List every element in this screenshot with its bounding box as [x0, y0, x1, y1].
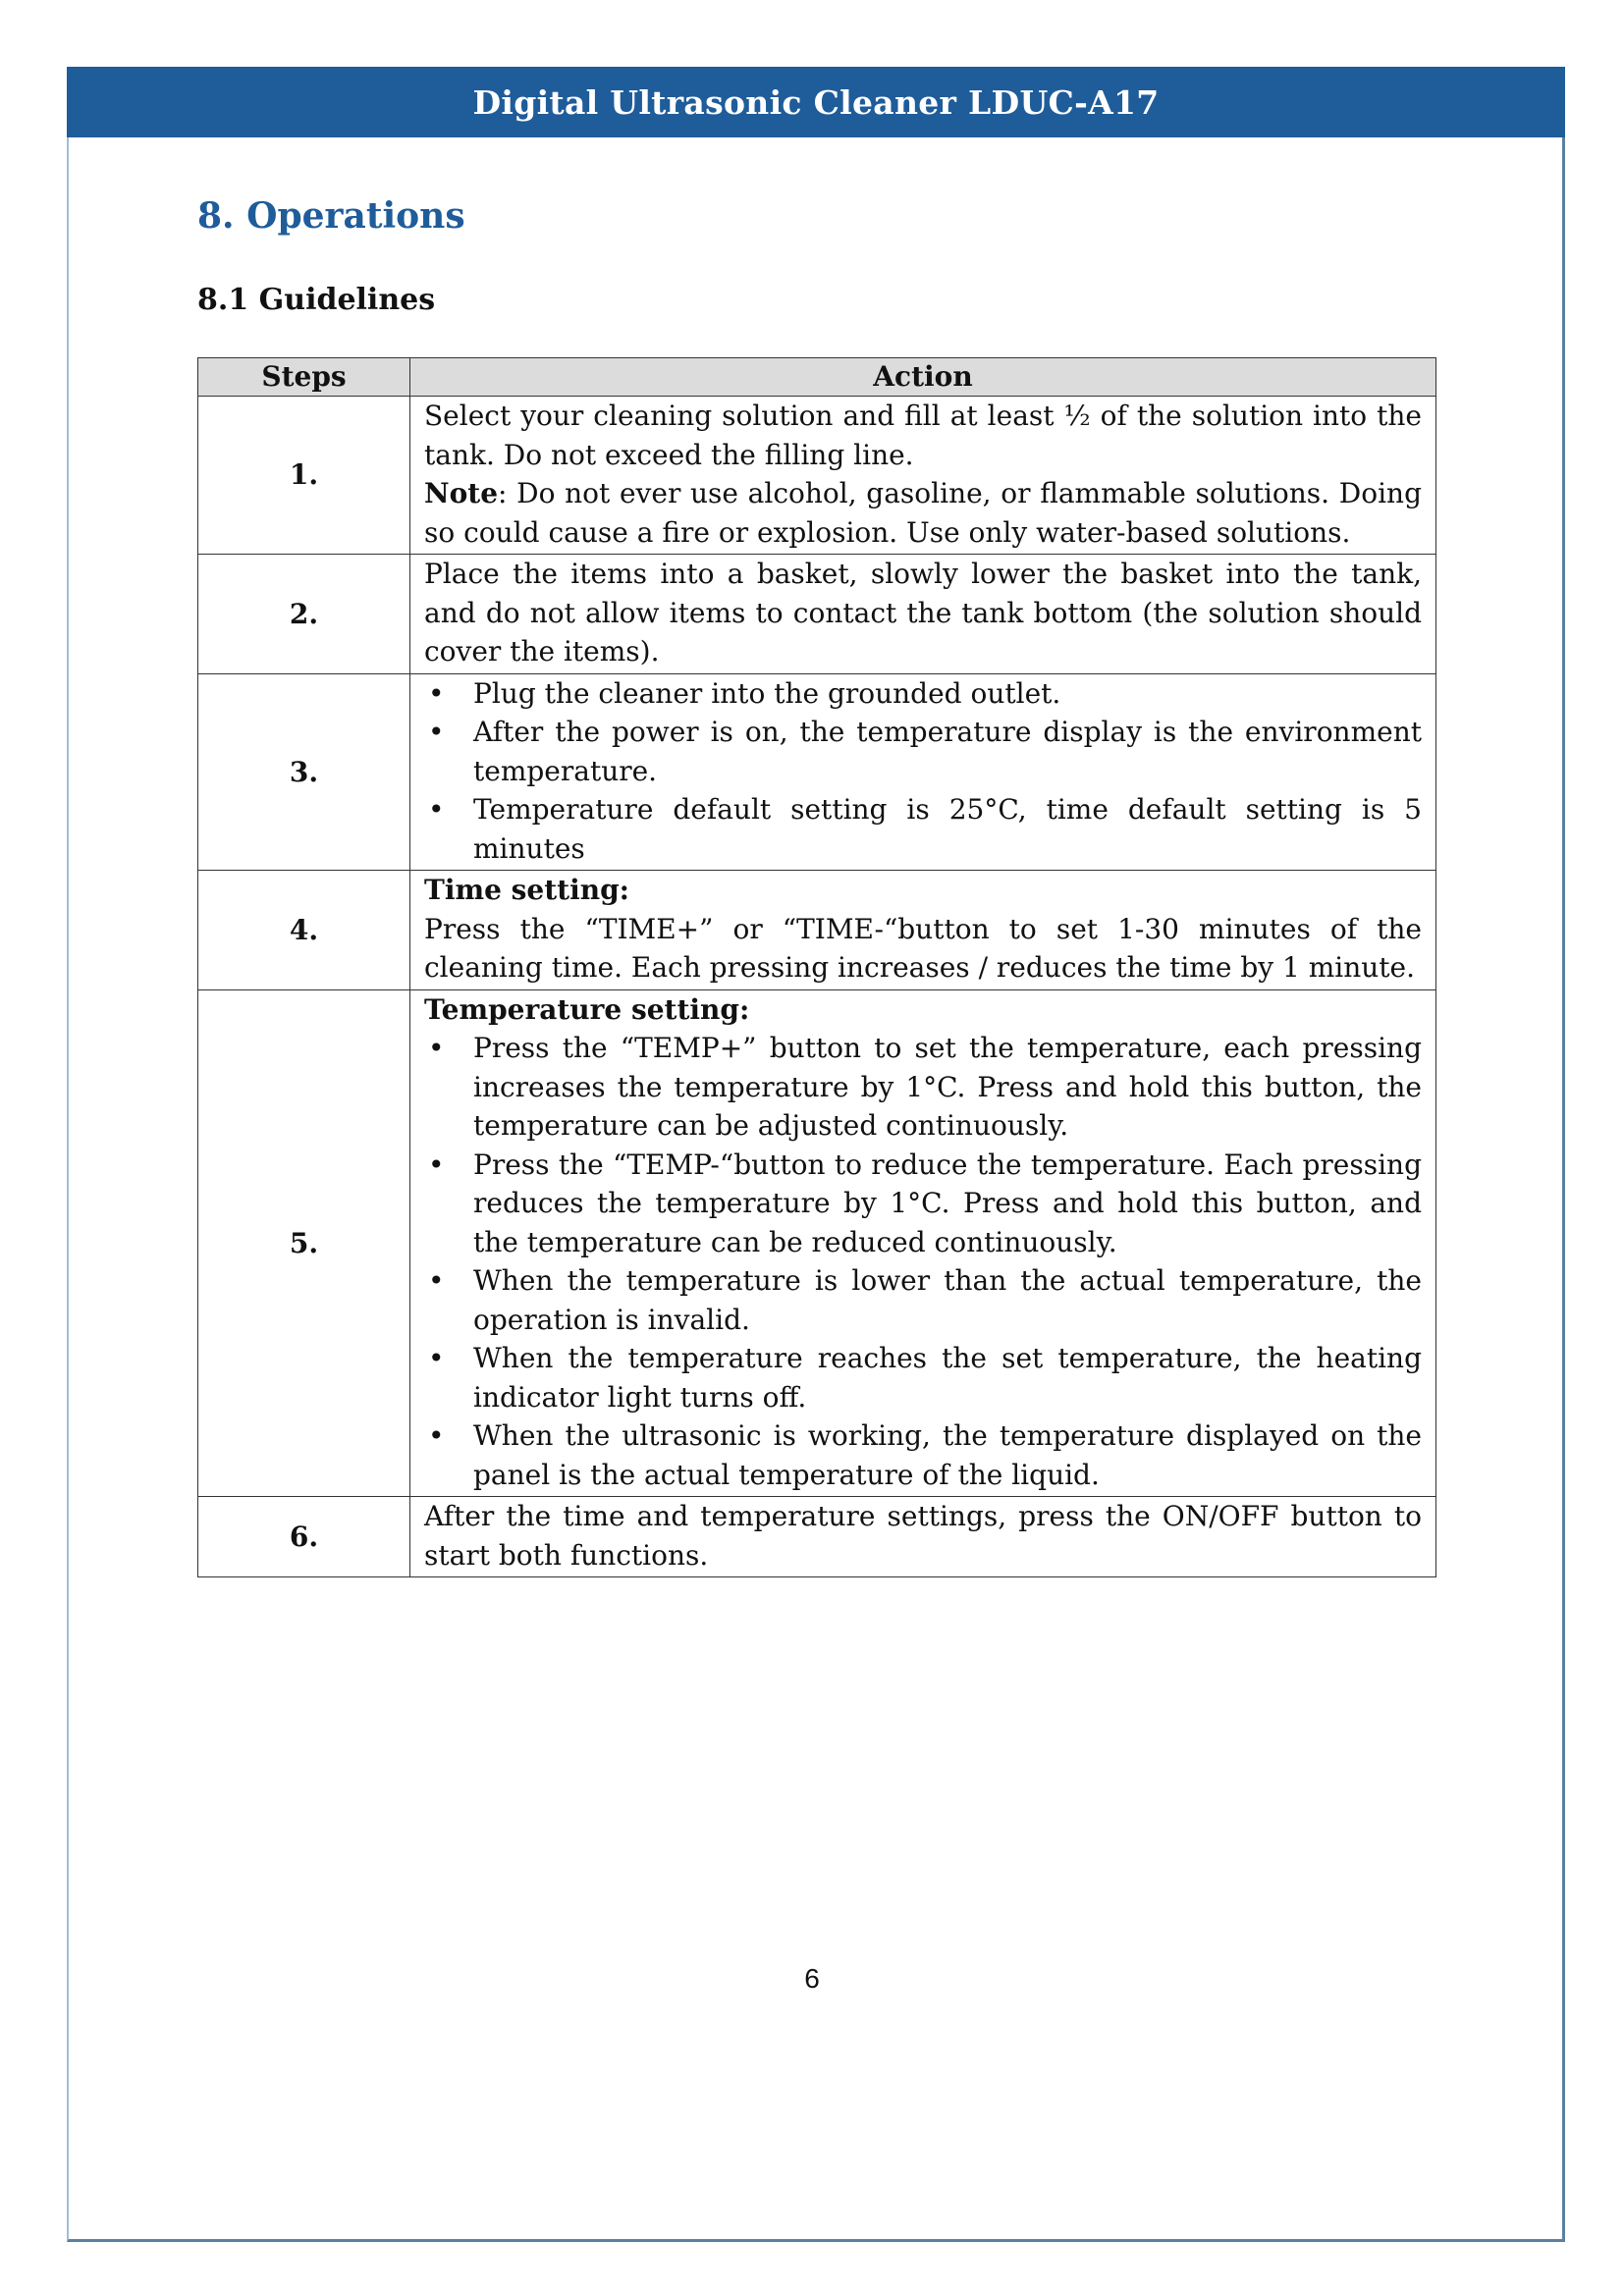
bullet-list	[424, 1029, 1422, 1494]
table-header-row	[198, 358, 1436, 397]
step-number: 4.	[198, 871, 410, 990]
step-number: 3.	[198, 673, 410, 871]
action-cell	[410, 673, 1436, 871]
subsection-title: 8.1 Guidelines	[197, 283, 436, 317]
guidelines-table	[197, 357, 1436, 1577]
column-header-steps: Steps	[198, 358, 410, 397]
note-text: : Do not ever use alcohol, gasoline, or flammable solutions. Doing so could cause a fire or explosion. Use only water-based solutions.	[424, 477, 1422, 549]
table-row	[198, 1497, 1436, 1577]
table-row	[198, 871, 1436, 990]
column-header-action: Action	[410, 358, 1436, 397]
step-number: 1.	[198, 397, 410, 555]
header-banner	[67, 67, 1565, 137]
table-row	[198, 397, 1436, 555]
note-label: Note	[424, 477, 499, 509]
action-text: After the time and temperature settings, press the ON/OFF button to start both functions.	[424, 1500, 1422, 1572]
bullet-list	[424, 674, 1422, 869]
action-cell	[410, 989, 1436, 1497]
header-title: Digital Ultrasonic Cleaner LDUC-A17	[472, 82, 1160, 122]
action-heading: Time setting:	[424, 874, 630, 906]
table-row	[198, 555, 1436, 674]
bullet-item: • When the ultrasonic is working, the temperature displayed on the panel is the actual temperature of the liquid.	[424, 1416, 1422, 1494]
action-text: Select your cleaning solution and fill at least ½ of the solution into the tank. Do not exceed the filling line.	[424, 400, 1422, 471]
action-text: Place the items into a basket, slowly lower the basket into the tank, and do not allow items to contact the tank bottom (the solution should cover the items).	[424, 558, 1422, 667]
section-title: 8. Operations	[197, 195, 465, 237]
bullet-item: • Plug the cleaner into the grounded outlet.	[424, 674, 1422, 714]
action-cell	[410, 555, 1436, 674]
bullet-item: • Temperature default setting is 25°C, time default setting is 5 minutes	[424, 790, 1422, 868]
step-number: 2.	[198, 555, 410, 674]
bullet-item: • When the temperature is lower than the actual temperature, the operation is invalid.	[424, 1261, 1422, 1339]
bullet-item: • When the temperature reaches the set temperature, the heating indicator light turns off.	[424, 1339, 1422, 1416]
action-cell	[410, 1497, 1436, 1577]
page-number: 6	[804, 1963, 820, 1994]
action-text: Press the “TIME+” or “TIME-“button to set 1-30 minutes of the cleaning time. Each pressing increases / reduces the time by 1 minute.	[424, 912, 1422, 984]
bullet-item: • After the power is on, the temperature display is the environment temperature.	[424, 713, 1422, 790]
bullet-item: • Press the “TEMP+” button to set the temperature, each pressing increases the temperature by 1°C. Press and hold this button, the temperature can be adjusted continuously.	[424, 1029, 1422, 1146]
action-cell	[410, 871, 1436, 990]
action-cell	[410, 397, 1436, 555]
step-number: 6.	[198, 1497, 410, 1577]
action-heading: Temperature setting:	[424, 992, 750, 1026]
bullet-item: • Press the “TEMP-“button to reduce the temperature. Each pressing reduces the temperature by 1°C. Press and hold this button, and the temperature can be reduced continuously.	[424, 1146, 1422, 1262]
table-row	[198, 673, 1436, 871]
table-row	[198, 989, 1436, 1497]
step-number: 5.	[198, 989, 410, 1497]
